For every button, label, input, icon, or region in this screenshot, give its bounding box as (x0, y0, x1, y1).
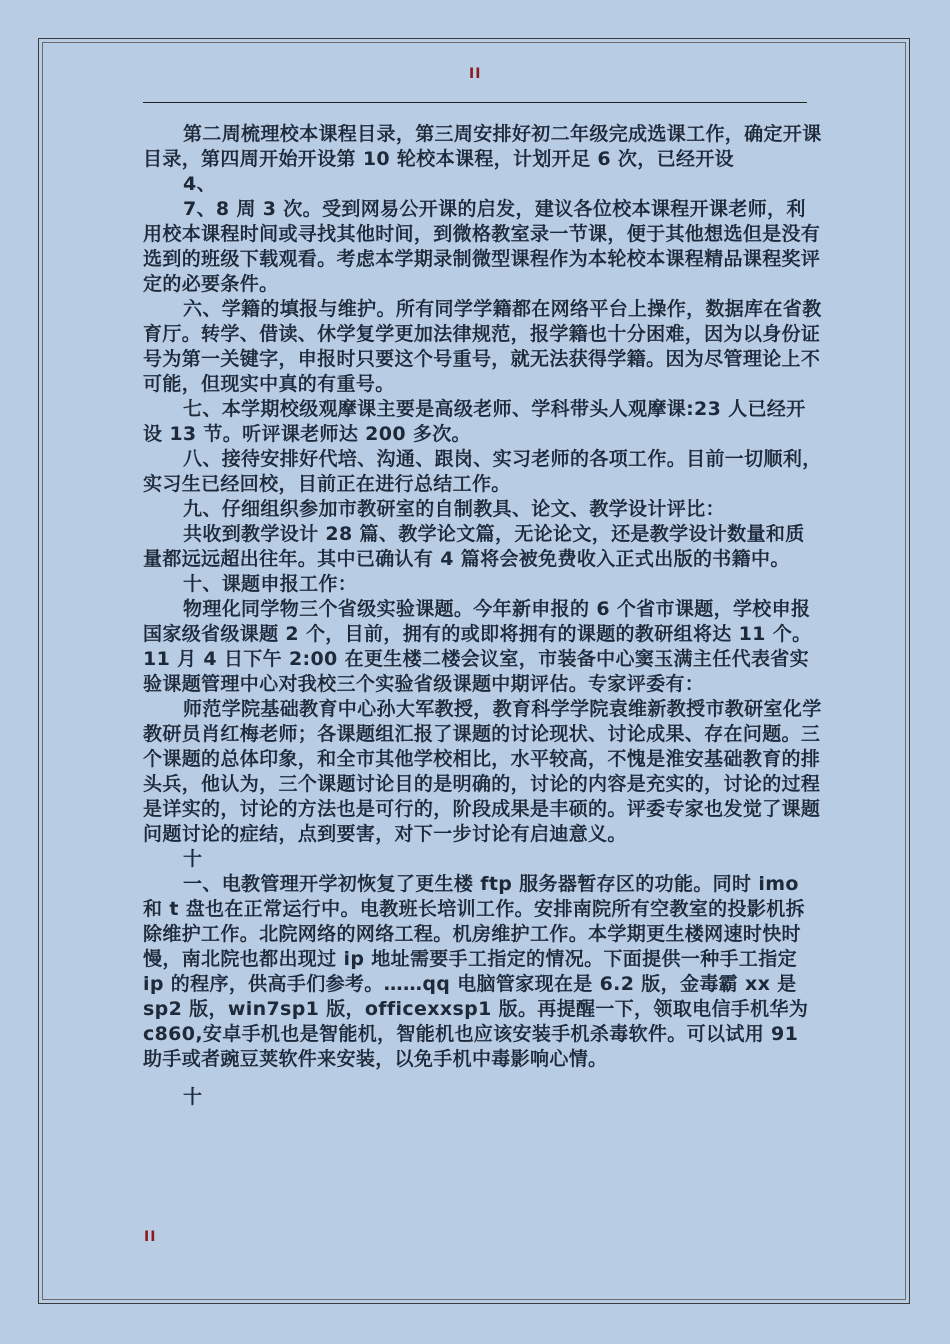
paragraph: 九、仔细组织参加市教研室的自制教具、论文、教学设计评比： (183, 498, 725, 520)
header-rule (143, 102, 807, 103)
paragraph: 师范学院基础教育中心孙大军教授，教育科学学院袁维新教授市教研室化学教研员肖红梅老师；各课题组汇报了课题的讨论现状、讨论成果、存在问题。三个课题的总体印象，和全市其他学校相比，水平较高，不愧是淮安基础教育的排头兵，他认为，三个课题讨论目的是明确的，讨论的内容是充实的，讨论的过程是详实的，讨论的方法也是可行的，阶段成果是丰硕的。评委专家也发觉了课题问题讨论的症结，点到要害，对下一步讨论有启迪意义。 (143, 698, 822, 845)
paragraph: 八、接待安排好代培、沟通、跟岗、实习老师的各项工作。目前一切顺利，实习生已经回校，目前正在进行总结工作。 (143, 448, 822, 495)
paragraph: 十 (183, 848, 203, 870)
paragraph: 十、课题申报工作： (183, 573, 358, 595)
document-body (143, 122, 823, 1110)
paragraph: 4、 (183, 173, 216, 195)
paragraph: 物理化同学物三个省级实验课题。今年新申报的 6 个省市课题，学校申报国家级省级课题 2 个，目前，拥有的或即将拥有的课题的教研组将达 11 个。11 月 4 日下午 2:00 在更生楼二楼会议室，市装备中心窦玉满主任代表省实验课题管理中心对我校三个实验省级课题中期评估。专家评委有： (143, 598, 812, 695)
footer-mark: II (144, 1229, 157, 1245)
paragraph: 共收到教学设计 28 篇、教学论文篇，无论论文，还是教学设计数量和质量都远远超出往年。其中已确认有 4 篇将会被免费收入正式出版的书籍中。 (143, 523, 805, 570)
paragraph: 六、学籍的填报与维护。所有同学学籍都在网络平台上操作，数据库在省教育厅。转学、借读、休学复学更加法律规范，报学籍也十分困难，因为以身份证号为第一关键字，申报时只要这个号重号，就无法获得学籍。因为尽管理论上不可能，但现实中真的有重号。 (143, 298, 822, 395)
paragraph: 七、本学期校级观摩课主要是高级老师、学科带头人观摩课:23 人已经开设 13 节。听评课老师达 200 多次。 (143, 398, 806, 445)
paragraph: 7、8 周 3 次。受到网易公开课的启发，建议各位校本课程开课老师，利用校本课程时间或寻找其他时间，到微格教室录一节课，便于其他想选但是没有选到的班级下载观看。考虑本学期录制微型课程作为本轮校本课程精品课程奖评定的必要条件。 (143, 198, 821, 295)
paragraph: 第二周梳理校本课程目录，第三周安排好初二年级完成选课工作，确定开课目录，第四周开始开设第 10 轮校本课程，计划开足 6 次，已经开设 (143, 123, 822, 170)
header-mark: II (469, 66, 482, 82)
paragraph: 一、电教管理开学初恢复了更生楼 ftp 服务器暂存区的功能。同时 imo 和 t 盘也在正常运行中。电教班长培训工作。安排南院所有空教室的投影机拆除维护工作。北院网络的网络工程。机房维护工作。本学期更生楼网速时快时慢，南北院也都出现过 ip 地址需要手工指定的情况。下面提供一种手工指定 ip 的程序，供高手们参考。……qq 电脑管家现在是 6.2 版，金毒霸 xx 是 sp2 版，win7sp1 版，officexxsp1 版。再提醒一下，领取电信手机华为 c860,安卓手机也是智能机，智能机也应该安装手机杀毒软件。可以试用 91 助手或者豌豆荚软件来安装，以免手机中毒影响心情。 (143, 873, 809, 1070)
paragraph: 十 (183, 1086, 203, 1108)
